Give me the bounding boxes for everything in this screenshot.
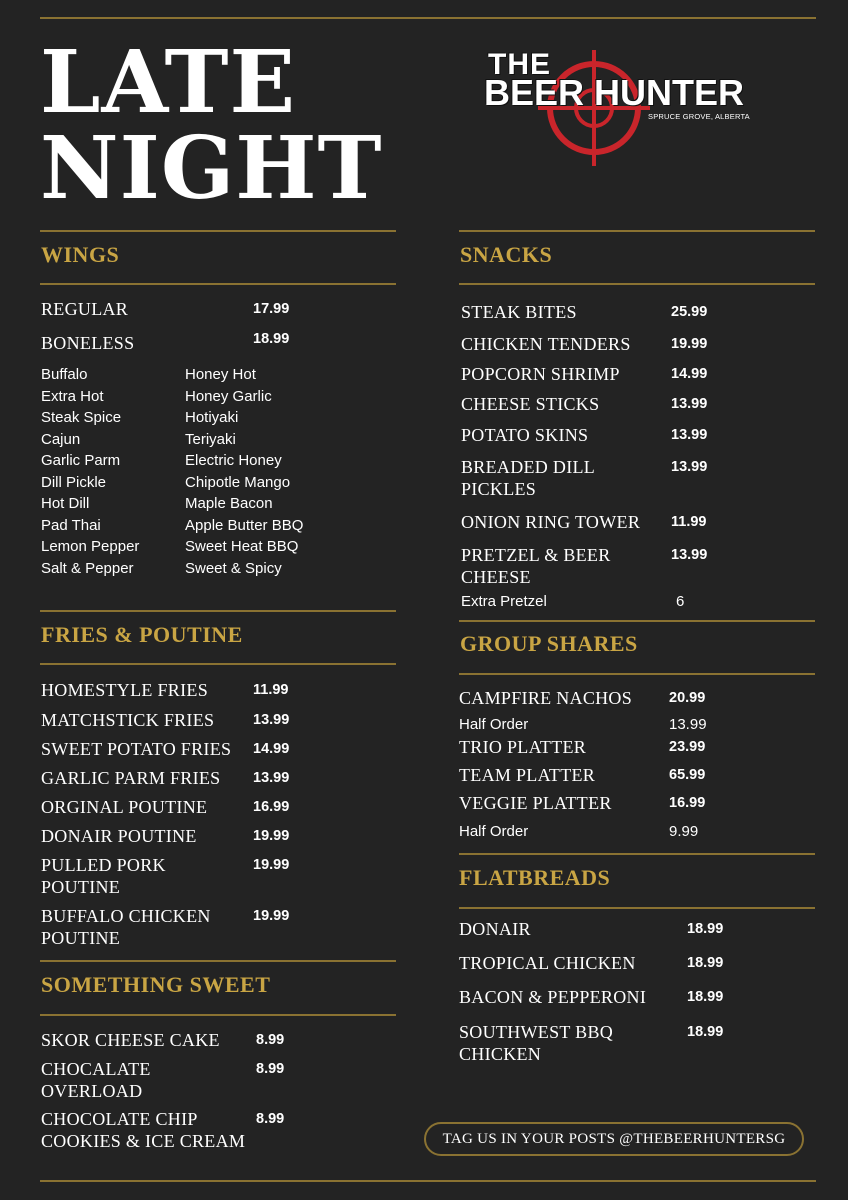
menu-item-price: 13.99 [253,770,290,786]
wing-flavor: Apple Butter BBQ [185,516,304,534]
wing-flavor: Hotiyaki [185,409,239,426]
menu-item-name: HOMESTYLE FRIES [41,680,209,700]
menu-item-price: 18.99 [687,989,724,1005]
bottom-rule [40,1180,816,1182]
menu-item-price: 19.99 [253,908,290,924]
menu-item-price: 13.99 [671,459,708,475]
menu-item-name: PRETZEL & BEER CHEESE [461,545,611,587]
menu-item-name: DONAIR POUTINE [41,826,197,846]
menu-item-name: TRIO PLATTER [459,737,587,757]
menu-item-price: 19.99 [253,828,290,844]
menu-item-name: POPCORN SHRIMP [461,364,620,384]
menu-item-name: MATCHSTICK FRIES [41,710,215,730]
menu-item-name: DONAIR [459,919,531,939]
menu-item-price: 8.99 [256,1032,285,1048]
menu-item-name: TEAM PLATTER [459,765,596,785]
menu-item-name: ONION RING TOWER [461,512,641,532]
menu-item-name: CHICKEN TENDERS [461,334,631,354]
menu-item-name: BACON & PEPPERONI [459,987,647,1007]
wings-heading: WINGS [41,242,120,267]
menu-item-price: 14.99 [253,741,290,757]
wing-flavor: Buffalo [41,366,88,383]
wing-flavor: Steak Spice [41,409,122,426]
social-tag-banner [424,1122,804,1156]
menu-item-price: 65.99 [669,767,706,783]
menu-item-price: 18.99 [253,331,290,347]
logo-location: SPRUCE GROVE, ALBERTA [648,112,750,121]
fries-heading: FRIES & POUTINE [41,622,243,647]
menu-item-price: 8.99 [256,1061,285,1077]
wing-flavor: Sweet Heat BBQ [185,538,299,555]
menu-item-price: 19.99 [253,857,290,873]
flatbreads-heading: FLATBREADS [459,865,611,890]
menu-item-price: 13.99 [671,427,708,443]
group-rule-top [459,620,815,622]
beer-hunter-logo [480,46,770,171]
wing-flavor: Hot Dill [41,495,90,512]
menu-item-price: 13.99 [671,547,708,563]
top-rule [40,17,816,19]
wing-flavor: Garlic Parm [41,452,121,469]
menu-item-price: 23.99 [669,739,706,755]
title-line1: LATE [40,32,297,133]
extra-pretzel-label: Extra Pretzel [461,593,547,610]
menu-item-price: 17.99 [253,301,290,317]
menu-item-name: POTATO SKINS [461,425,589,445]
menu-item-price: 11.99 [253,682,289,698]
menu-item-name: PULLED PORK POUTINE [41,855,166,897]
group-heading: GROUP SHARES [460,631,638,656]
menu-item-name: BONELESS [41,333,135,353]
menu-item-price: 11.99 [671,514,707,530]
snacks-heading: SNACKS [460,242,553,267]
wing-flavor: Teriyaki [185,430,236,448]
menu-item-price: 13.99 [253,712,290,728]
menu-item-price: 20.99 [669,690,706,706]
menu-item-price: 25.99 [671,304,708,320]
logo-the: THE [488,48,551,81]
menu-item-price: 18.99 [687,1024,724,1040]
menu-item-name: TROPICAL CHICKEN [459,953,636,973]
half-order-label: Half Order [459,823,529,840]
wing-flavor: Salt & Pepper [41,559,134,577]
title-line2: NIGHT [40,118,383,219]
wing-flavor: Honey Hot [185,366,256,383]
flatbreads-rule-bottom [459,907,815,909]
wing-flavor: Chipotle Mango [185,473,291,491]
menu-item-name: CHEESE STICKS [461,394,600,414]
menu-item-price: 18.99 [687,955,724,971]
menu-item-price: 19.99 [671,336,708,352]
menu-item-price: 16.99 [669,795,706,811]
menu-item-name: SOUTHWEST BBQ CHICKEN [459,1022,614,1064]
menu-item-name: BREADED DILL PICKLES [461,457,596,499]
half-order-label: Half Order [459,716,529,733]
menu-item-name: ORGINAL POUTINE [41,797,208,817]
menu-item-name: CAMPFIRE NACHOS [459,688,633,708]
sweet-heading: SOMETHING SWEET [41,972,271,997]
sweet-rule-bottom [40,1014,396,1016]
sweet-rule-top [40,960,396,962]
wing-flavor: Lemon Pepper [41,538,140,555]
wing-flavor: Pad Thai [41,516,101,534]
menu-item-price: 8.99 [256,1111,285,1127]
extra-pretzel-price: 6 [676,593,685,610]
wings-rule-top [40,230,396,232]
wing-flavor: Extra Hot [41,387,104,405]
wing-flavor: Cajun [41,430,81,448]
wing-flavor: Sweet & Spicy [185,559,282,577]
menu-item-name: CHOCOLATE CHIP COOKIES & ICE CREAM [41,1109,246,1151]
half-order-price: 13.99 [669,716,707,733]
menu-item-price: 16.99 [253,799,290,815]
social-tag-text: TAG US IN YOUR POSTS @THEBEERHUNTERSG [442,1130,786,1147]
wing-flavor: Honey Garlic [185,387,272,405]
wings-rule-bottom [40,283,396,285]
snacks-rule-bottom [459,283,815,285]
menu-item-name: STEAK BITES [461,302,577,322]
menu-item-name: SKOR CHEESE CAKE [41,1030,220,1050]
wing-flavor: Maple Bacon [185,495,273,512]
menu-item-name: CHOCALATE OVERLOAD [41,1059,151,1101]
menu-item-price: 18.99 [687,921,724,937]
fries-rule-bottom [40,663,396,665]
menu-item-name: REGULAR [41,299,129,319]
menu-item-name: SWEET POTATO FRIES [41,739,232,759]
menu-item-price: 13.99 [671,396,708,412]
menu-item-name: GARLIC PARM FRIES [41,768,221,788]
snacks-rule-top [459,230,815,232]
fries-rule-top [40,610,396,612]
menu-item-price: 14.99 [671,366,708,382]
half-order-price: 9.99 [669,823,699,840]
logo-name: BEER HUNTER [484,72,745,113]
menu-item-name: BUFFALO CHICKEN POUTINE [41,906,211,948]
menu-item-name: VEGGIE PLATTER [459,793,612,813]
wing-flavor: Electric Honey [185,452,282,469]
flatbreads-rule-top [459,853,815,855]
group-rule-bottom [459,673,815,675]
wing-flavor: Dill Pickle [41,473,107,491]
